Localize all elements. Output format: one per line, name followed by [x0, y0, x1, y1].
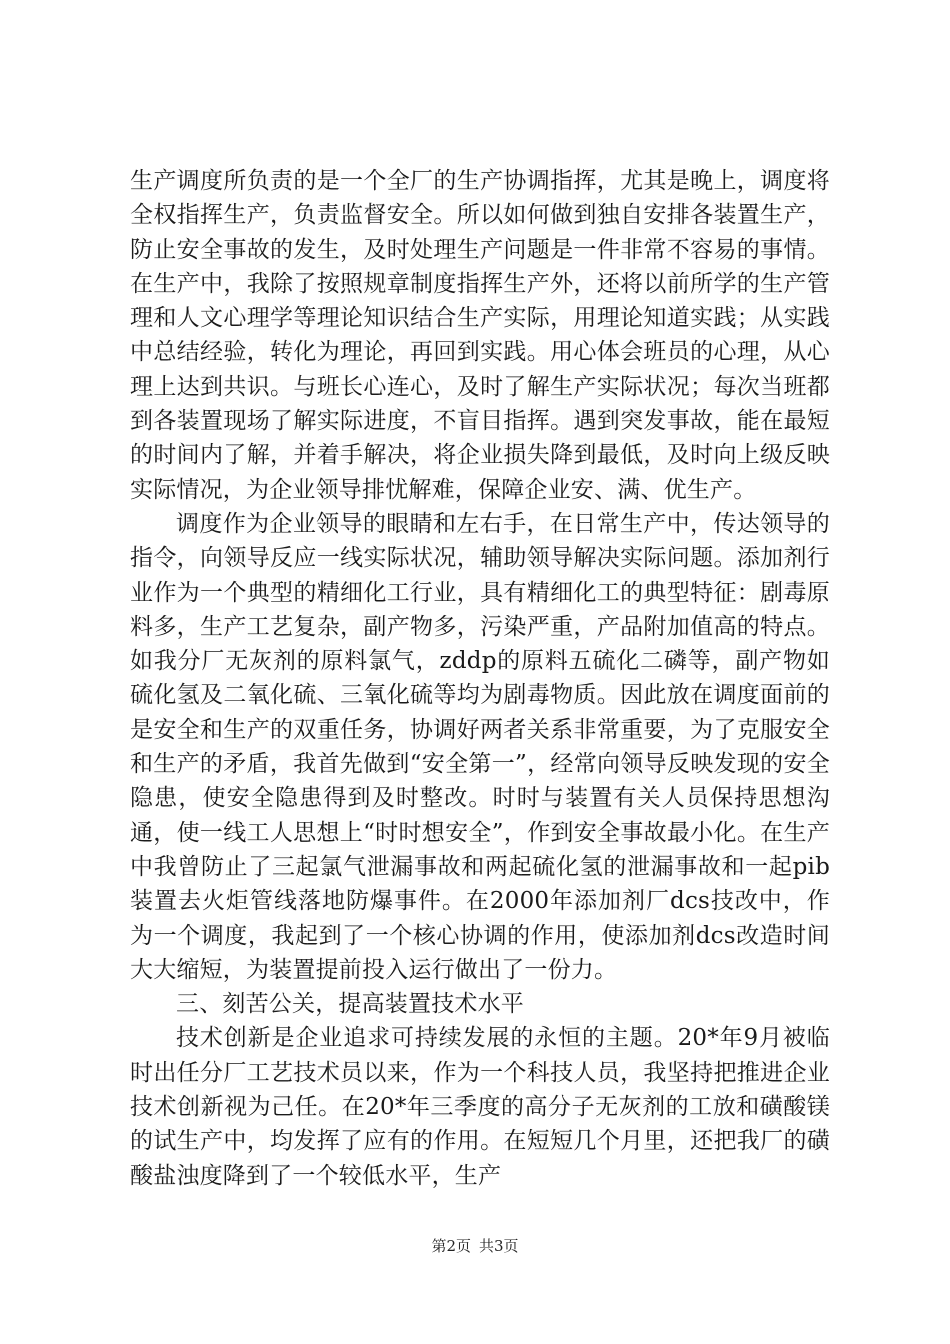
paragraph-2: 调度作为企业领导的眼睛和左右手，在日常生产中，传达领导的指令，向领导反应一线实际状况，辅助领导解决实际问题。添加剂行业作为一个典型的精细化工行业，具有精细化工的典型特征：剧毒原料多，生产工艺复杂，副产物多，污染严重，产品附加值高的特点。如我分厂无灰剂的原料氯气，zddp的原料五硫化二磷等，副产物如硫化氢及二氧化硫、三氧化硫等均为剧毒物质。因此放在调度面前的是安全和生产的双重任务，协调好两者关系非常重要，为了克服安全和生产的矛盾，我首先做到“安全第一”，经常向领导反映发现的安全隐患，使安全隐患得到及时整改。时时与装置有关人员保持思想沟通，使一线工人思想上“时时想安全”，作到安全事故最小化。在生产中我曾防止了三起氯气泄漏事故和两起硫化氢的泄漏事故和一起pib装置去火炬管线落地防爆事件。在2000年添加剂厂dcs技改中，作为一个调度，我起到了一个核心协调的作用，使添加剂dcs改造时间大大缩短，为装置提前投入运行做出了一份力。	[130, 510, 830, 983]
page-number: 第2页	[431, 1237, 471, 1255]
section-heading: 三、刻苦公关，提高装置技术水平	[176, 991, 524, 1018]
paragraph-1: 生产调度所负责的是一个全厂的生产协调指挥，尤其是晚上，调度将全权指挥生产，负责监督安全。所以如何做到独自安排各装置生产，防止安全事故的发生，及时处理生产问题是一件非常不容易的事情。在生产中，我除了按照规章制度指挥生产外，还将以前所学的生产管理和人文心理学等理论知识结合生产实际，用理论知道实践；从实践中总结经验，转化为理论，再回到实践。用心体会班员的心理，从心理上达到共识。与班长心连心，及时了解生产实际状况；每次当班都到各装置现场了解实际进度，不盲目指挥。遇到突发事故，能在最短的时间内了解，并着手解决，将企业损失降到最低，及时向上级反映实际情况，为企业领导排忧解难，保障企业安、满、优生产。	[130, 168, 830, 503]
page-footer	[0, 1235, 950, 1256]
paragraph-3: 技术创新是企业追求可持续发展的永恒的主题。20*年9月被临时出任分厂工艺技术员以来，作为一个科技人员，我坚持把推进企业技术创新视为己任。在20*年三季度的高分子无灰剂的工放和磺酸镁的试生产中，均发挥了应有的作用。在短短几个月里，还把我厂的磺酸盐浊度降到了一个较低水平，生产	[130, 1025, 830, 1189]
page-total: 共3页	[479, 1237, 519, 1255]
body-text	[130, 164, 830, 1193]
